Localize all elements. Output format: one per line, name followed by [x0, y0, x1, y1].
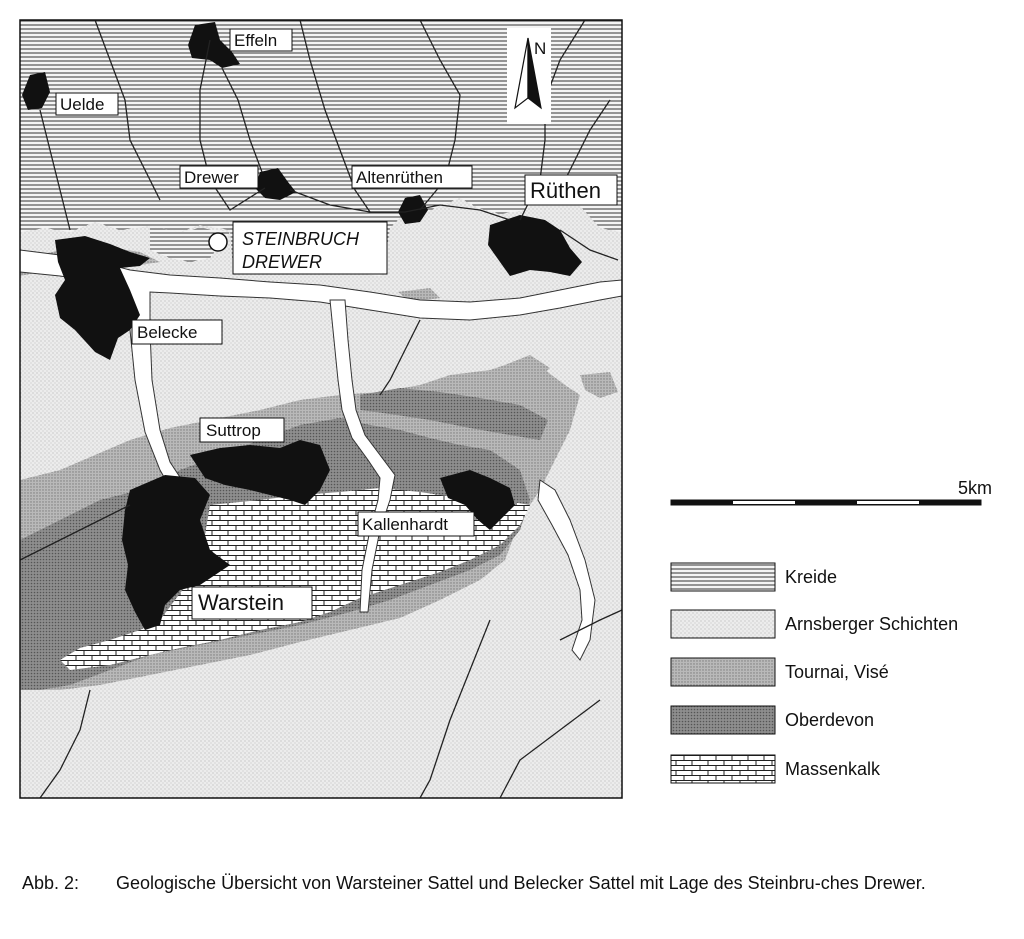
caption-text: Geologische Übersicht von Warsteiner Sattel und Belecker Sattel mit Lage des Steinbru-ches Drewer.: [116, 873, 926, 893]
label-belecke: Belecke: [137, 323, 198, 342]
north-arrow-label: N: [534, 39, 547, 58]
quarry-label-line1: STEINBRUCH: [242, 229, 360, 249]
legend: [671, 563, 958, 783]
label-drewer: Drewer: [184, 168, 239, 187]
legend-swatch-massenkalk: [671, 755, 775, 783]
label-effeln: Effeln: [234, 31, 278, 50]
quarry-circle-icon: [209, 233, 227, 251]
label-warstein: Warstein: [198, 590, 284, 615]
label-altenruethen: Altenrüthen: [356, 168, 443, 187]
label-kallenhardt: Kallenhardt: [362, 515, 449, 534]
legend-swatch-arnsberger: [671, 610, 775, 638]
quarry-drewer-marker: [209, 222, 387, 274]
label-ruethen: Rüthen: [530, 178, 601, 203]
legend-label-tournai: Tournai, Visé: [785, 662, 889, 682]
legend-swatch-kreide: [671, 563, 775, 591]
legend-swatch-tournai: [671, 658, 775, 686]
legend-label-oberdevon: Oberdevon: [785, 710, 875, 730]
map-body: [20, 20, 622, 798]
caption-number: Abb. 2:: [22, 873, 80, 893]
label-uelde: Uelde: [60, 95, 105, 114]
scale-bar: [671, 478, 992, 505]
legend-swatch-oberdevon: [671, 706, 775, 734]
label-suttrop: Suttrop: [206, 421, 261, 440]
north-arrow: [507, 28, 551, 124]
legend-label-arnsberger: Arnsberger Schichten: [785, 614, 959, 634]
legend-label-kreide: Kreide: [785, 567, 838, 587]
quarry-label-line2: DREWER: [242, 252, 322, 272]
scale-bar-label: 5km: [958, 478, 993, 498]
legend-label-massenkalk: Massenkalk: [785, 759, 881, 779]
